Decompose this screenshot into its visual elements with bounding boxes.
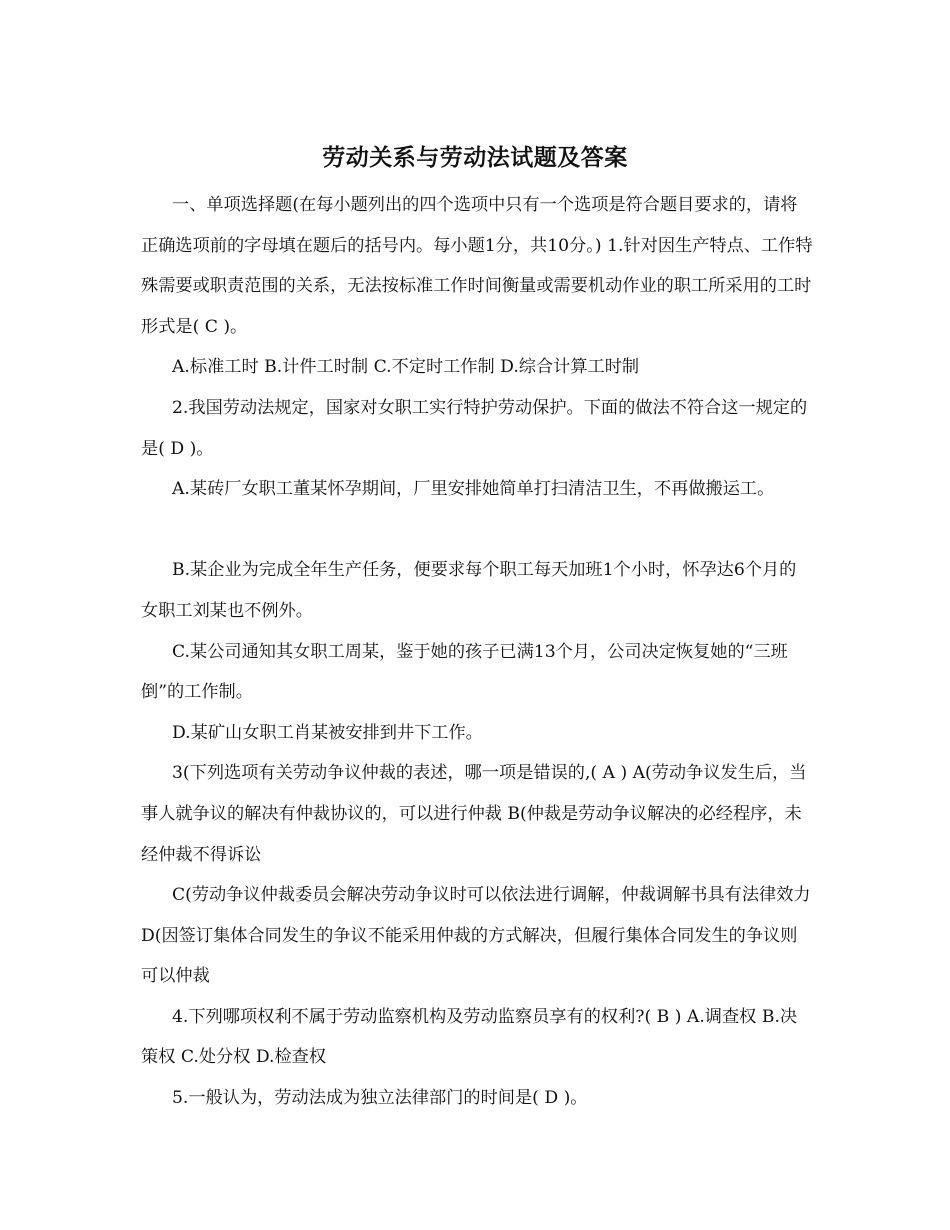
- paragraph-question-2-option-a: A.某砖厂女职工董某怀孕期间，厂里安排她简单打扫清洁卫生，不再做搬运工。: [172, 479, 775, 500]
- paragraph-question-5: 5.一般认为，劳动法成为独立法律部门的时间是( D )。: [172, 1088, 588, 1109]
- paragraph-question-2-option-c: C.某公司通知其女职工周某，鉴于她的孩子已满13个月，公司决定恢复她的“三班倒”的工作制。: [141, 641, 788, 703]
- paragraph-gap: [141, 510, 813, 551]
- paragraph-question-4: 4.下列哪项权利不属于劳动监察机构及劳动监察员享有的权利?( B ) A.调查权 B.决策权 C.处分权 D.检查权: [141, 1006, 798, 1068]
- paragraph-section-1-question-1: 一、单项选择题(在每小题列出的四个选项中只有一个选项是符合题目要求的，请将正确选项前的字母填在题后的括号内。每小题1分，共10分。) 1.针对因生产特点、工作特殊需要或职责范围的关系，无法按标准工作时间衡量或需要机动作业的职工所采用的工时形式是( C )。: [141, 195, 813, 337]
- paragraph-question-2-option-d: D.某矿山女职工肖某被安排到井下工作。: [172, 722, 483, 743]
- paragraph-question-2: 2.我国劳动法规定，国家对女职工实行特护劳动保护。下面的做法不符合这一规定的是( D )。: [141, 397, 808, 459]
- document-body: [141, 185, 813, 1119]
- paragraph-question-3: 3(下列选项有关劳动争议仲裁的表述，哪一项是错误的,( A ) A(劳动争议发生后，当事人就争议的解决有仲裁协议的，可以进行仲裁 B(仲裁是劳动争议解决的必经程序，未经仲裁不得诉讼: [141, 763, 807, 865]
- document-title: 劳动关系与劳动法试题及答案: [322, 144, 628, 171]
- paragraph-question-2-option-b: B.某企业为完成全年生产任务，便要求每个职工每天加班1个小时，怀孕达6个月的女职工刘某也不例外。: [141, 560, 797, 621]
- paragraph-question-1-options: A.标准工时 B.计件工时制 C.不定时工作制 D.综合计算工时制: [172, 357, 640, 378]
- paragraph-question-3-options-c-d: C(劳动争议仲裁委员会解决劳动争议时可以依法进行调解，仲裁调解书具有法律效力 D(因签订集体合同发生的争议不能采用仲裁的方式解决，但履行集体合同发生的争议则可以仲裁: [141, 885, 811, 987]
